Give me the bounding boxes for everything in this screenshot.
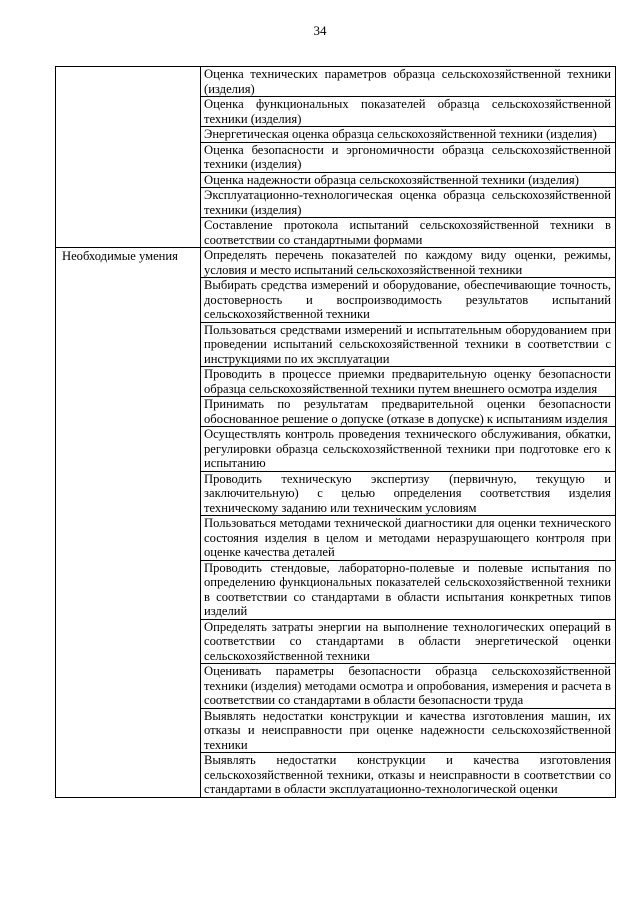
competency-table bbox=[55, 66, 616, 798]
table-cell: Пользоваться средствами измерений и испытательным оборудованием при проведении испытаний сельскохозяйственной техники в соответствии с инструкциями по их эксплуатации bbox=[201, 323, 616, 368]
table-cell: Оценка безопасности и эргономичности образца сельскохозяйственной техники (изделия) bbox=[201, 143, 616, 173]
group-items bbox=[201, 248, 616, 797]
table-cell: Выбирать средства измерений и оборудование, обеспечивающие точность, достоверность и воспроизводимость результатов испытаний сельскохозяйственной техники bbox=[201, 278, 616, 323]
table-cell: Осуществлять контроль проведения технического обслуживания, обкатки, регулировки образца сельскохозяйственной техники при подготовке его к испытанию bbox=[201, 427, 616, 472]
table-cell: Оценка технических параметров образца сельскохозяйственной техники (изделия) bbox=[201, 67, 616, 97]
table-cell: Определять перечень показателей по каждому виду оценки, режимы, условия и место испытаний сельскохозяйственной техники bbox=[201, 248, 616, 278]
table-cell: Оценка функциональных показателей образца сельскохозяйственной техники (изделия) bbox=[201, 97, 616, 127]
table-cell: Проводить в процессе приемки предварительную оценку безопасности образца сельскохозяйственной техники путем внешнего осмотра изделия bbox=[201, 367, 616, 397]
table-cell: Энергетическая оценка образца сельскохозяйственной техники (изделия) bbox=[201, 127, 616, 143]
table-cell: Выявлять недостатки конструкции и качества изготовления машин, их отказы и неисправности при оценке надежности сельскохозяйственной техники bbox=[201, 709, 616, 754]
table-cell: Проводить стендовые, лабораторно-полевые и полевые испытания по определению функциональных показателей сельскохозяйственной техники в соответствии со стандартами в области испытания конкретных типов изделий bbox=[201, 561, 616, 620]
page-number: 34 bbox=[313, 23, 327, 38]
table-cell: Составление протокола испытаний сельскохозяйственной техники в соответствии со стандартными формами bbox=[201, 218, 616, 247]
table-cell: Проводить техническую экспертизу (первичную, текущую и заключительную) с целью определения соответствия изделия техническому заданию или техническим условиям bbox=[201, 472, 616, 517]
group-label: Необходимые умения bbox=[56, 248, 201, 797]
table-group-continuation bbox=[56, 67, 616, 248]
table-cell: Выявлять недостатки конструкции и качества изготовления сельскохозяйственной техники, отказы и неисправности в соответствии со стандартами в области эксплуатационно-технологической оценки bbox=[201, 753, 616, 797]
table-cell: Пользоваться методами технической диагностики для оценки технического состояния изделия в целом и методами неразрушающего контроля при оценке качества деталей bbox=[201, 516, 616, 561]
group-items bbox=[201, 67, 616, 247]
table-cell: Принимать по результатам предварительной оценки безопасности обоснованное решение о допуске (отказе в допуске) к испытаниям изделия bbox=[201, 397, 616, 427]
table-cell: Оценка надежности образца сельскохозяйственной техники (изделия) bbox=[201, 173, 616, 189]
table-group-skills bbox=[56, 248, 616, 798]
table-cell: Эксплуатационно-технологическая оценка образца сельскохозяйственной техники (изделия) bbox=[201, 188, 616, 218]
table-cell: Определять затраты энергии на выполнение технологических операций в соответствии со стандартами в области энергетической оценки сельскохозяйственной техники bbox=[201, 620, 616, 665]
group-label bbox=[56, 67, 201, 247]
table-cell: Оценивать параметры безопасности образца сельскохозяйственной техники (изделия) методами осмотра и опробования, измерения и расчета в соответствии со стандартами в области безопасности труда bbox=[201, 664, 616, 709]
